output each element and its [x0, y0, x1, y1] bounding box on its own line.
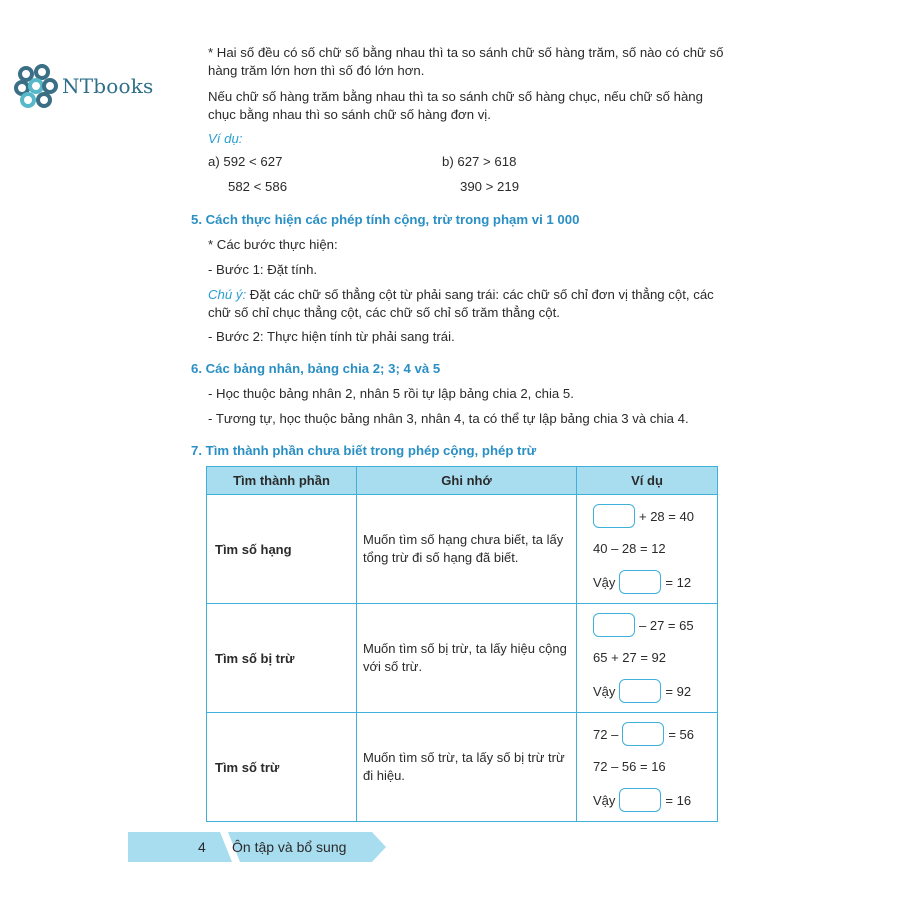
unknown-component-table — [206, 466, 718, 822]
comparison-rule-1: * Hai số đều có số chữ số bằng nhau thì ta so sánh chữ số hàng trăm, số nào có chữ số hàng trăm lớn hơn thì số đó lớn hơn. — [208, 45, 724, 78]
section-5-note — [208, 286, 728, 322]
example-answer: = 12 — [665, 574, 692, 590]
example-calc: 40 – 28 = 12 — [593, 540, 666, 556]
section-6-heading: 6. Các bảng nhân, bảng chia 2; 3; 4 và 5 — [191, 361, 441, 376]
example-calc: 65 + 27 = 92 — [593, 649, 667, 665]
blank-box — [593, 613, 635, 637]
blank-box — [619, 788, 661, 812]
example-so: Vậy — [593, 683, 616, 699]
page-footer — [128, 832, 386, 862]
row-rule: Muốn tìm số trừ, ta lấy số bị trừ trừ đi hiệu. — [357, 713, 577, 822]
row-example — [577, 604, 718, 713]
note-label: Chú ý: — [208, 287, 247, 302]
example-equation: – 27 = 65 — [639, 617, 694, 633]
ntbooks-logo-icon — [12, 62, 60, 110]
row-name: Tìm số bị trừ — [207, 604, 357, 713]
example-b1: b) 627 > 618 — [442, 154, 517, 169]
example-a1: a) 592 < 627 — [208, 154, 283, 169]
table-row — [207, 495, 718, 604]
note-text: Đặt các chữ số thẳng cột từ phải sang trái: các chữ số chỉ đơn vị thẳng cột, các chữ số chỉ chục thẳng cột, các chữ số chỉ số trăm thẳng cột. — [208, 287, 714, 320]
section-6-line-1: - Học thuộc bảng nhân 2, nhân 5 rồi tự lập bảng chia 2, chia 5. — [208, 386, 574, 401]
row-example — [577, 495, 718, 604]
section-6-line-2: - Tương tự, học thuộc bảng nhân 3, nhân 4, ta có thể tự lập bảng chia 3 và chia 4. — [208, 411, 689, 426]
section-5-step-2: - Bước 2: Thực hiện tính từ phải sang trái. — [208, 329, 455, 344]
header-example: Ví dụ — [577, 467, 718, 495]
table-row — [207, 713, 718, 822]
example-answer: = 16 — [665, 792, 692, 808]
example-a2: 582 < 586 — [228, 179, 288, 194]
blank-box — [622, 722, 664, 746]
ntbooks-logo — [12, 60, 172, 112]
row-name: Tìm số hạng — [207, 495, 357, 604]
comparison-rule-2: Nếu chữ số hàng trăm bằng nhau thì ta so sánh chữ số hàng chục, nếu chữ số hàng chục bằng nhau thì so sánh chữ số hàng đơn vị. — [208, 89, 703, 122]
section-5-steps-intro: * Các bước thực hiện: — [208, 237, 338, 252]
logo-text: NTbooks — [62, 74, 154, 98]
header-component: Tìm thành phần — [207, 467, 357, 495]
example-answer: = 92 — [665, 683, 692, 699]
example-calc: 72 – 56 = 16 — [593, 758, 666, 774]
row-name: Tìm số trừ — [207, 713, 357, 822]
example-so: Vậy — [593, 574, 616, 590]
section-5-heading: 5. Cách thực hiện các phép tính cộng, trừ trong phạm vi 1 000 — [191, 212, 580, 227]
footer-title: Ôn tập và bổ sung — [232, 839, 347, 855]
blank-box — [619, 570, 661, 594]
example-equation: = 56 — [668, 726, 694, 742]
example-b2: 390 > 219 — [460, 179, 520, 194]
section-7-heading: 7. Tìm thành phần chưa biết trong phép cộng, phép trừ — [191, 443, 537, 458]
header-remember: Ghi nhớ — [357, 467, 577, 495]
blank-box — [619, 679, 661, 703]
section-5-step-1: - Bước 1: Đặt tính. — [208, 262, 318, 277]
page-number: 4 — [198, 839, 206, 855]
row-example — [577, 713, 718, 822]
example-so: Vậy — [593, 792, 616, 808]
row-rule: Muốn tìm số bị trừ, ta lấy hiệu cộng với số trừ. — [357, 604, 577, 713]
table-row — [207, 604, 718, 713]
example-equation: + 28 = 40 — [639, 508, 694, 524]
example-label: Ví dụ: — [208, 131, 243, 146]
row-rule: Muốn tìm số hạng chưa biết, ta lấy tổng trừ đi số hạng đã biết. — [357, 495, 577, 604]
table-header-row — [207, 467, 718, 495]
example-minuend: 72 – — [593, 726, 619, 742]
blank-box — [593, 504, 635, 528]
